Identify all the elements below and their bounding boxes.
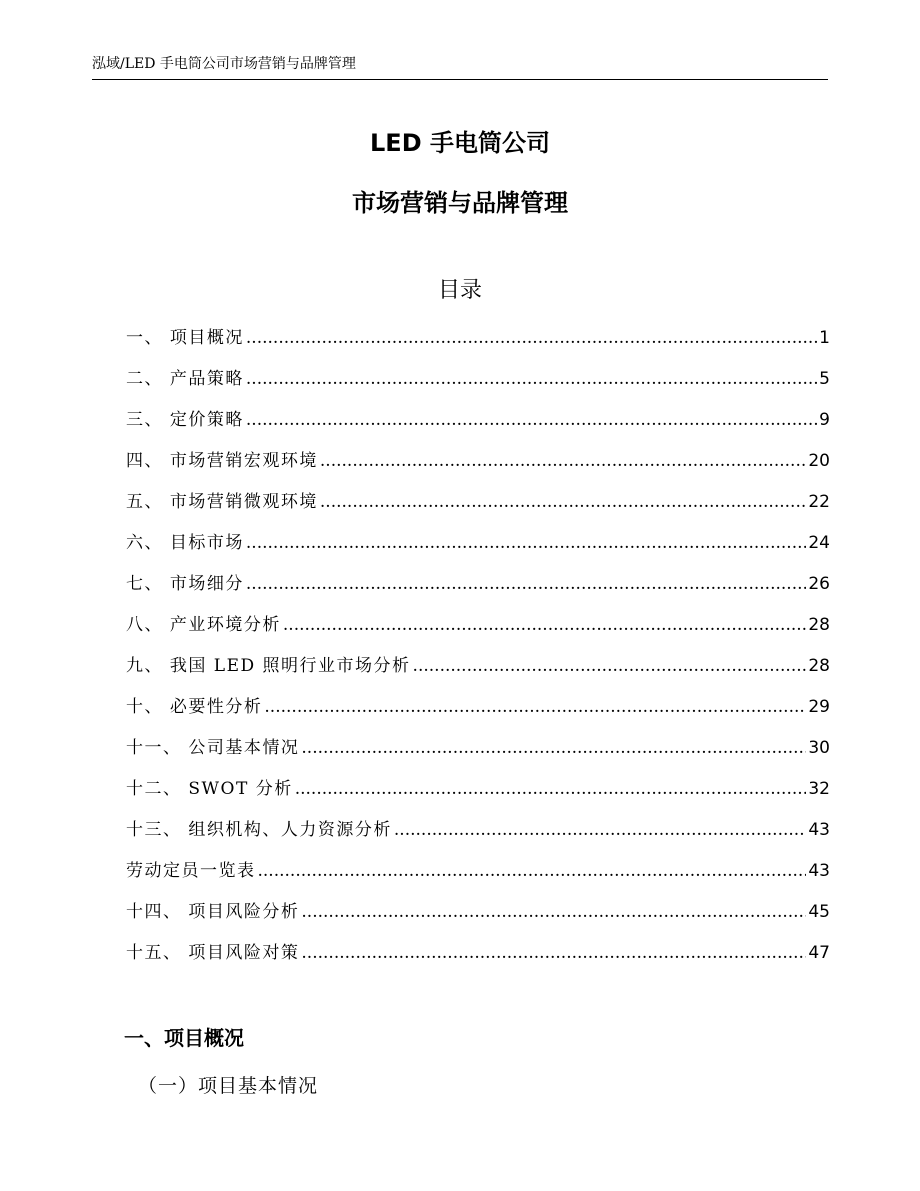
toc-entry-page: 20	[808, 451, 830, 471]
toc-entry-label: 十、 必要性分析	[126, 697, 263, 717]
toc-entry[interactable]	[126, 898, 830, 939]
toc-entry-page: 47	[808, 943, 830, 963]
toc-entry-page: 5	[819, 369, 830, 389]
document-title-line2: 市场营销与品牌管理	[352, 189, 568, 217]
toc-entry[interactable]	[126, 775, 830, 816]
toc-entry-label: 八、 产业环境分析	[126, 615, 281, 635]
toc-entry-label: 七、 市场细分	[126, 574, 244, 594]
toc-entry-label: 十五、 项目风险对策	[126, 943, 300, 963]
toc-leader-dots	[320, 447, 806, 475]
toc-entry-page: 1	[819, 328, 830, 348]
toc-entry-label: 一、 项目概况	[126, 328, 244, 348]
toc-entry[interactable]	[126, 406, 830, 447]
running-header: 泓域/LED 手电筒公司市场营销与品牌管理	[92, 56, 356, 72]
toc-leader-dots	[283, 611, 806, 639]
toc-entry-label: 二、 产品策略	[126, 369, 244, 389]
toc-leader-dots	[258, 857, 807, 885]
toc-leader-dots	[320, 488, 806, 516]
toc-entry-label: 六、 目标市场	[126, 533, 244, 553]
toc-entry[interactable]	[126, 488, 830, 529]
toc-entry-page: 9	[819, 410, 830, 430]
section-heading: 一、项目概况	[124, 1026, 244, 1050]
toc-entry-page: 32	[808, 779, 830, 799]
toc-entry-label: 三、 定价策略	[126, 410, 244, 430]
toc-entry-page: 30	[808, 738, 830, 758]
toc-heading: 目录	[437, 278, 482, 303]
toc-entry[interactable]	[126, 365, 830, 406]
document-title-line1: LED 手电筒公司	[370, 129, 550, 157]
toc-leader-dots	[264, 693, 806, 721]
toc-entry-page: 45	[808, 902, 830, 922]
toc-entry-page: 43	[808, 820, 830, 840]
toc-entry[interactable]	[126, 447, 830, 488]
toc-entry-page: 28	[808, 615, 830, 635]
toc-entry-page: 22	[808, 492, 830, 512]
toc-entry-label: 十一、 公司基本情况	[126, 738, 300, 758]
toc-entry-label: 五、 市场营销微观环境	[126, 492, 318, 512]
toc-entry[interactable]	[126, 816, 830, 857]
toc-entry-page: 29	[808, 697, 830, 717]
toc-entry-page: 24	[808, 533, 830, 553]
toc-entry[interactable]	[126, 570, 830, 611]
toc-entry-page: 26	[808, 574, 830, 594]
toc-entry[interactable]	[126, 734, 830, 775]
toc-entry[interactable]	[126, 857, 830, 898]
toc-entry[interactable]	[126, 324, 830, 365]
toc-entry-label: 十四、 项目风险分析	[126, 902, 300, 922]
toc-leader-dots	[246, 365, 817, 393]
toc-leader-dots	[246, 570, 806, 598]
toc-leader-dots	[301, 734, 806, 762]
toc-entry-label: 四、 市场营销宏观环境	[126, 451, 318, 471]
toc-leader-dots	[246, 529, 806, 557]
toc-entry-page: 43	[808, 861, 830, 881]
toc-entry-label: 九、 我国 LED 照明行业市场分析	[126, 656, 411, 676]
toc-leader-dots	[246, 324, 817, 352]
toc-entry-page: 28	[808, 656, 830, 676]
toc-entry[interactable]	[126, 693, 830, 734]
toc-entry[interactable]	[126, 939, 830, 980]
toc-entry[interactable]	[126, 652, 830, 693]
table-of-contents	[126, 324, 830, 980]
toc-entry-label: 劳动定员一览表	[126, 861, 256, 881]
toc-leader-dots	[301, 898, 806, 926]
header-divider	[92, 79, 828, 80]
toc-entry[interactable]	[126, 529, 830, 570]
toc-leader-dots	[413, 652, 807, 680]
toc-entry-label: 十二、 SWOT 分析	[126, 779, 293, 799]
subsection-heading: （一）项目基本情况	[138, 1075, 319, 1097]
toc-leader-dots	[394, 816, 806, 844]
toc-leader-dots	[246, 406, 817, 434]
toc-entry[interactable]	[126, 611, 830, 652]
toc-entry-label: 十三、 组织机构、人力资源分析	[126, 820, 392, 840]
toc-leader-dots	[301, 939, 806, 967]
toc-leader-dots	[295, 775, 807, 803]
